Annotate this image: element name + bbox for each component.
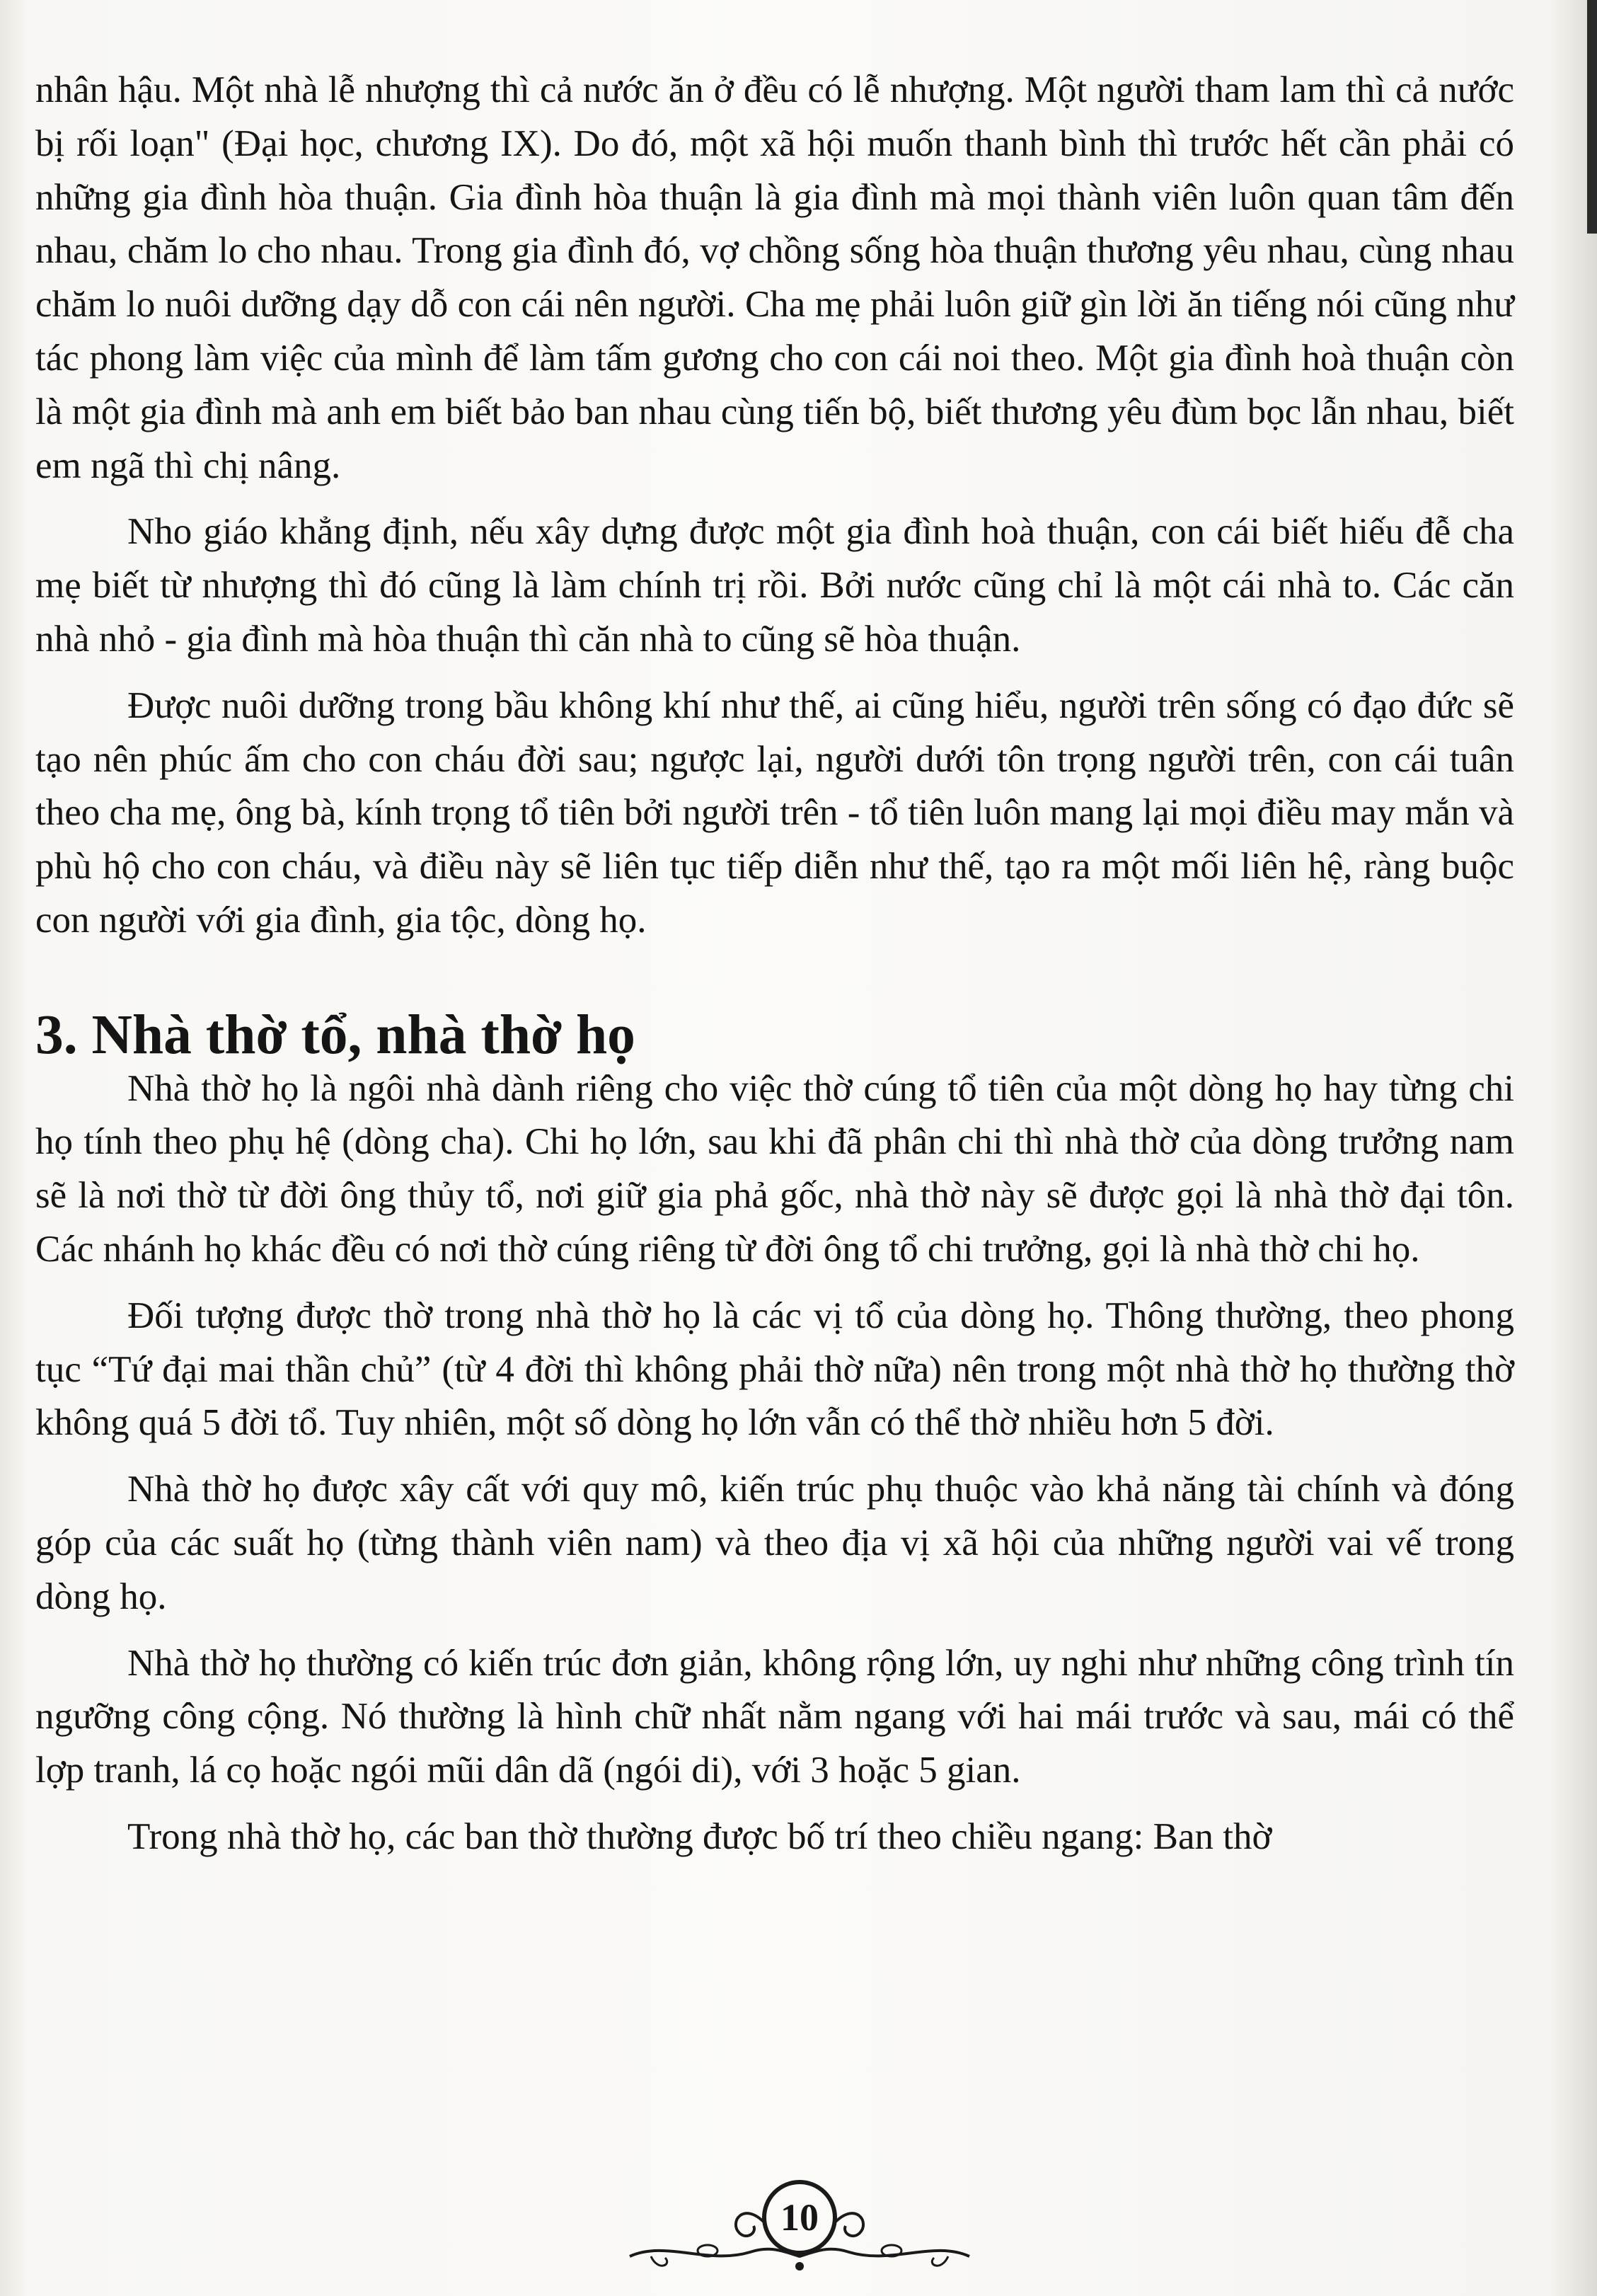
paragraph-ban-tho: Trong nhà thờ họ, các ban thờ thường được bố trí theo chiều ngang: Ban thờ xyxy=(127,1815,1272,1857)
paragraph-kien-truc: Nhà thờ họ thường có kiến trúc đơn giản, không rộng lớn, uy nghi như những công trình tín ngưỡng công cộng. Nó thường là hình chữ nhất nằm ngang với hai mái trước và sau, mái có thể lợp tranh, lá cọ hoặc ngói mũi dân dã (ngói di), với 3 hoặc 5 gian. xyxy=(35,1642,1514,1791)
paragraph-nho-giao: Nho giáo khẳng định, nếu xây dựng được một gia đình hoà thuận, con cái biết hiếu đễ cha mẹ biết từ nhượng thì đó cũng là làm chính trị rồi. Bởi nước cũng chỉ là một cái nhà to. Các căn nhà nhỏ - gia đình mà hòa thuận thì căn nhà to cũng sẽ hòa thuận. xyxy=(35,511,1514,660)
paragraph-nuoi-duong: Được nuôi dưỡng trong bầu không khí như thế, ai cũng hiểu, người trên sống có đạo đức sẽ tạo nên phúc ấm cho con cháu đời sau; ngược lại, người dưới tôn trọng người trên, con cái tuân theo cha mẹ, ông bà, kính trọng tổ tiên bởi người trên - tổ tiên luôn mang lại mọi điều may mắn và phù hộ cho con cháu, và điều này sẽ liên tục tiếp diễn như thế, tạo ra một mối liên hệ, ràng buộc con người với gia đình, gia tộc, dòng họ. xyxy=(35,684,1514,941)
page-number: 10 xyxy=(780,2196,819,2239)
paragraph-dinh-nghia: Nhà thờ họ là ngôi nhà dành riêng cho việc thờ cúng tổ tiên của một dòng họ hay từng chi họ tính theo phụ hệ (dòng cha). Chi họ lớn, sau khi đã phân chi thì nhà thờ của dòng trưởng nam sẽ là nơi thờ từ đời ông thủy tổ, nơi giữ gia phả gốc, nhà thờ này sẽ được gọi là nhà thờ đại tôn. Các nhánh họ khác đều có nơi thờ cúng riêng từ đời ông tổ chi trưởng, gọi là nhà thờ chi họ. xyxy=(35,1067,1514,1270)
paragraph-quy-mo: Nhà thờ họ được xây cất với quy mô, kiến trúc phụ thuộc vào khả năng tài chính và đóng góp của các suất họ (từng thành viên nam) và theo địa vị xã hội của những người vai vế trong dòng họ. xyxy=(35,1469,1514,1617)
paragraph-continued: nhân hậu. Một nhà lễ nhượng thì cả nước ăn ở đều có lễ nhượng. Một người tham lam thì cả nước bị rối loạn" (Đại học, chương IX). Do đó, một xã hội muốn thanh bình thì trước hết cần phải có những gia đình hòa thuận. Gia đình hòa thuận là gia đình mà mọi thành viên luôn quan tâm đến nhau, chăm lo cho nhau. Trong gia đình đó, vợ chồng sống hòa thuận thương yêu nhau, cùng nhau chăm lo nuôi dưỡng dạy dỗ con cái nên người. Cha mẹ phải luôn giữ gìn lời ăn tiếng nói cũng như tác phong làm việc của mình để làm tấm gương cho con cái noi theo. Một gia đình hoà thuận còn là một gia đình mà anh em biết bảo ban nhau cùng tiến bộ, biết thương yêu đùm bọc lẫn nhau, biết em ngã thì chị nâng. xyxy=(35,69,1514,486)
section-heading: 3. Nhà thờ tổ, nhà thờ họ xyxy=(35,1003,635,1066)
body-text xyxy=(35,64,1514,1864)
paragraph-doi-tuong: Đối tượng được thờ trong nhà thờ họ là các vị tổ của dòng họ. Thông thường, theo phong tục “Tứ đại mai thần chủ” (từ 4 đời thì không phải thờ nữa) nên trong một nhà thờ họ thường thờ không quá 5 đời tổ. Tuy nhiên, một số dòng họ lớn vẫn có thể thờ nhiều hơn 5 đời. xyxy=(35,1295,1514,1444)
page-number-ornament xyxy=(623,2173,976,2279)
page-edge-mark xyxy=(1587,0,1597,234)
